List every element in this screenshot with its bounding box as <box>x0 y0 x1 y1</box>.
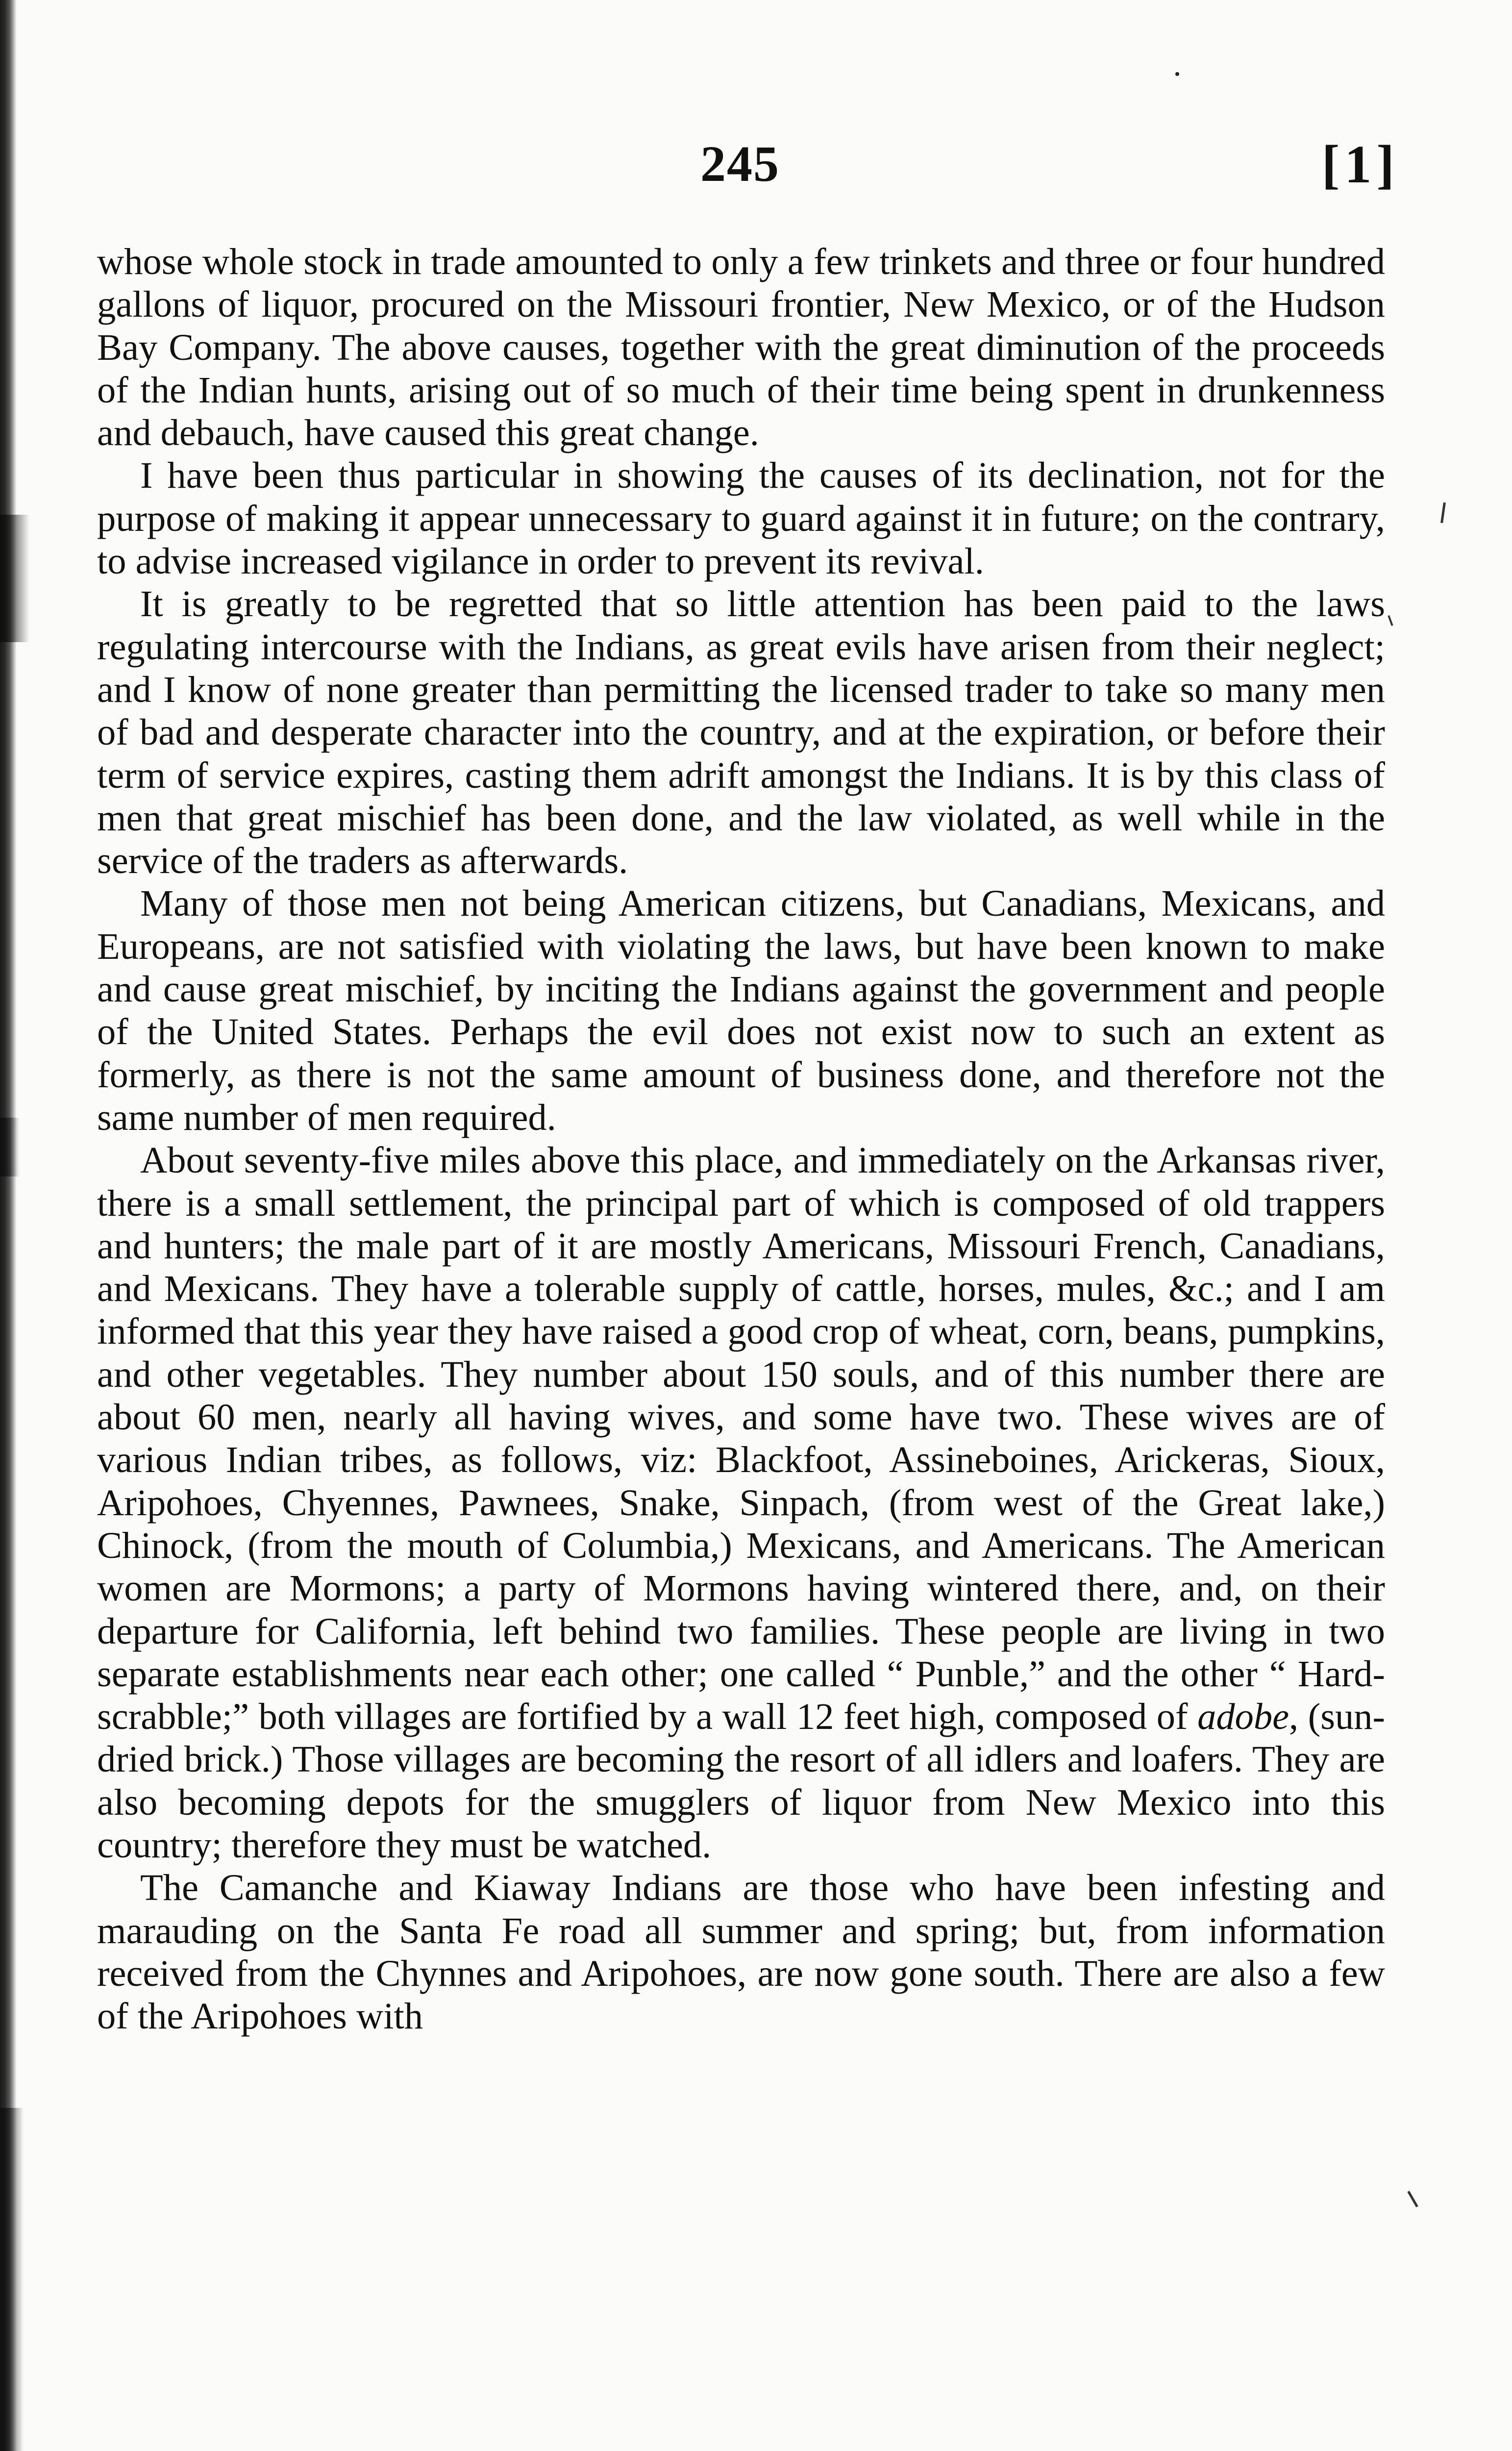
italic-term: adobe <box>1197 1696 1289 1738</box>
paragraph <box>97 1139 1385 1866</box>
page-number: 245 <box>700 136 780 192</box>
margin-mark <box>1388 615 1393 626</box>
paragraph: Many of those men not being American citizens, but Canadians, Mexicans, and Europeans, are not satisfied with violating the laws, but have been known to make and cause great mischief, by inciting the Indians against the government and people of the United States. Perhaps the evil does not exist now to such an extent as formerly, as there is not the same amount of business done, and therefore not the same number of men required. <box>97 882 1385 1138</box>
paragraph-text: , (sun-dried brick.) Those villages are becoming the resort of all idlers and loafers. They are also becoming depots for the smugglers of liquor from New Mexico into this country; therefore they must be watched. <box>97 1696 1385 1866</box>
ink-speck <box>1175 72 1179 76</box>
margin-mark <box>1440 502 1446 523</box>
margin-mark <box>1407 2191 1418 2207</box>
paragraph: The Camanche and Kiaway Indians are those who have been infesting and marauding on the Santa Fe road all summer and spring; but, from information received from the Chynnes and Aripohoes, are now gone south. There are also a few of the Aripohoes with <box>97 1867 1385 2037</box>
page-binding-edge <box>0 0 17 2451</box>
torn-edge-mark <box>0 1118 20 1176</box>
torn-edge-mark <box>0 2108 24 2451</box>
body-text <box>97 240 1385 2037</box>
paragraph: I have been thus particular in showing the causes of its declination, not for the purpose of making it appear unnecessary to guard against it in future; on the contrary, to advise increased vigilance in order to prevent its revival. <box>97 454 1385 582</box>
paragraph-text: About seventy-five miles above this place, and immediately on the Arkansas river, there is a small settlement, the principal part of which is composed of old trappers and hunters; the male part of it are mostly Americans, Missouri French, Canadians, and Mexicans. They have a tolerable supply of cattle, horses, mules, &c.; and I am informed that this year they have raised a good crop of wheat, corn, beans, pumpkins, and other vegetables. They number about 150 souls, and of this number there are about 60 men, nearly all having wives, and some have two. These wives are of various Indian tribes, as follows, viz: Blackfoot, Assineboines, Arickeras, Sioux, Aripohoes, Chyennes, Pawnees, Snake, Sinpach, (from west of the Great lake,) Chinock, (from the mouth of Columbia,) Mexicans, and Americans. The American women are Mormons; a party of Mormons having wintered there, and, on their departure for California, left behind two families. These people are living in two separate establishments near each other; one called “ Punble,” and the other “ Hard-scrabble;” both villages are fortified by a wall 12 feet high, composed of <box>97 1139 1385 1738</box>
document-number: [1] <box>1321 134 1399 194</box>
paragraph: It is greatly to be regretted that so little attention has been paid to the laws regulating intercourse with the Indians, as great evils have arisen from their neglect; and I know of none greater than permitting the licensed trader to take so many men of bad and desperate character into the country, and at the expiration, or before their term of service expires, casting them adrift amongst the Indians. It is by this class of men that great mischief has been done, and the law violated, as well while in the service of the traders as afterwards. <box>97 583 1385 882</box>
paragraph: whose whole stock in trade amounted to only a few trinkets and three or four hundred gallons of liquor, procured on the Missouri frontier, New Mexico, or of the Hudson Bay Company. The above causes, together with the great diminution of the proceeds of the Indian hunts, arising out of so much of their time being spent in drunkenness and debauch, have caused this great change. <box>97 241 1385 454</box>
torn-edge-mark <box>0 515 29 642</box>
page-header <box>0 132 1512 206</box>
